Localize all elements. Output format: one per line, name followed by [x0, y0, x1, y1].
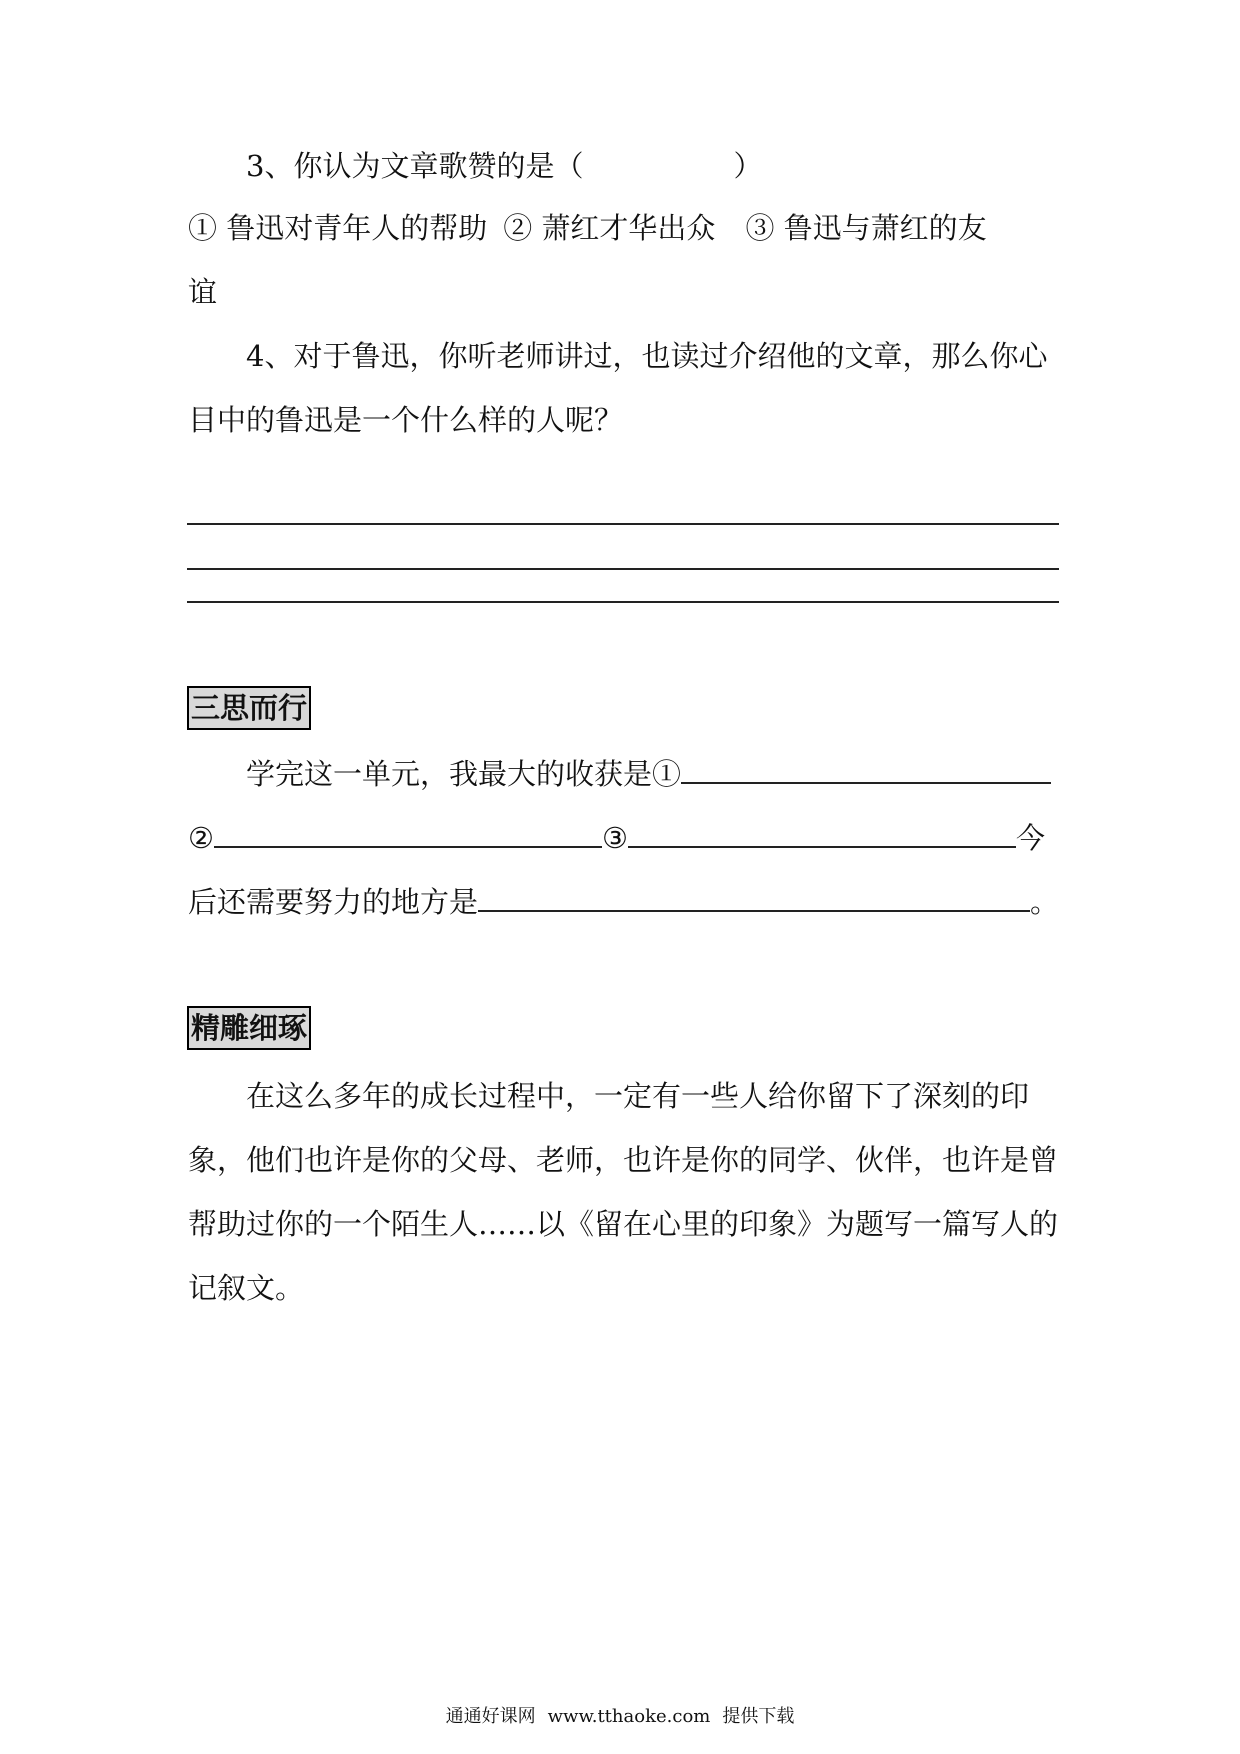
question-3-prompt — [246, 146, 762, 186]
question-3-text: 3、你认为文章歌赞的是（ — [246, 149, 584, 183]
improve-prompt: 后还需要努力的地方是 — [188, 885, 479, 919]
harvest-prompt: 学完这一单元，我最大的收获是① — [246, 757, 682, 791]
wrap-char: 今 — [1016, 821, 1046, 855]
section-1-line-2 — [188, 816, 1045, 858]
harvest-blank-2[interactable] — [214, 816, 602, 848]
question-3-options-wrap: 谊 — [188, 275, 218, 309]
question-4-line-1: 4、对于鲁迅，你听老师讲过，也读过介绍他的文章，那么你心 — [246, 339, 1048, 373]
footer-suffix: 提供下载 — [722, 1706, 795, 1727]
footer-url[interactable]: www.tthaoke.com — [547, 1706, 711, 1727]
section-title-sansi: 三思而行 — [187, 686, 311, 730]
essay-prompt-line-4: 记叙文。 — [188, 1271, 305, 1305]
option-3: ③ 鲁迅与萧红的友 — [745, 211, 987, 245]
footer-site-name: 通通好课网 — [445, 1706, 536, 1727]
harvest-blank-3[interactable] — [628, 816, 1016, 848]
essay-prompt-line-2: 象，他们也许是你的父母、老师，也许是你的同学、伙伴，也许是曾 — [188, 1143, 1059, 1177]
harvest-mark-2: ② — [188, 821, 214, 855]
section-1-line-1 — [246, 752, 1051, 794]
question-3-options — [188, 208, 987, 248]
essay-prompt-line-1: 在这么多年的成长过程中，一定有一些人给你留下了深刻的印 — [246, 1079, 1030, 1113]
end-punct: 。 — [1030, 885, 1060, 919]
section-1-line-3 — [188, 880, 1059, 922]
improve-blank[interactable] — [478, 880, 1030, 912]
section-title-jingdiao: 精雕细琢 — [187, 1006, 311, 1050]
harvest-blank-1[interactable] — [681, 752, 1051, 784]
option-2: ② 萧红才华出众 — [503, 211, 716, 245]
answer-line-3[interactable] — [187, 601, 1059, 603]
essay-prompt-line-3: 帮助过你的一个陌生人……以《留在心里的印象》为题写一篇写人的 — [188, 1207, 1059, 1241]
answer-line-1[interactable] — [187, 523, 1059, 525]
footer — [0, 1702, 1240, 1728]
harvest-mark-3: ③ — [602, 821, 628, 855]
option-1: ① 鲁迅对青年人的帮助 — [188, 211, 488, 245]
answer-line-2[interactable] — [187, 568, 1059, 570]
question-3-close-paren: ） — [733, 149, 763, 183]
question-4-line-2: 目中的鲁迅是一个什么样的人呢？ — [188, 403, 624, 437]
